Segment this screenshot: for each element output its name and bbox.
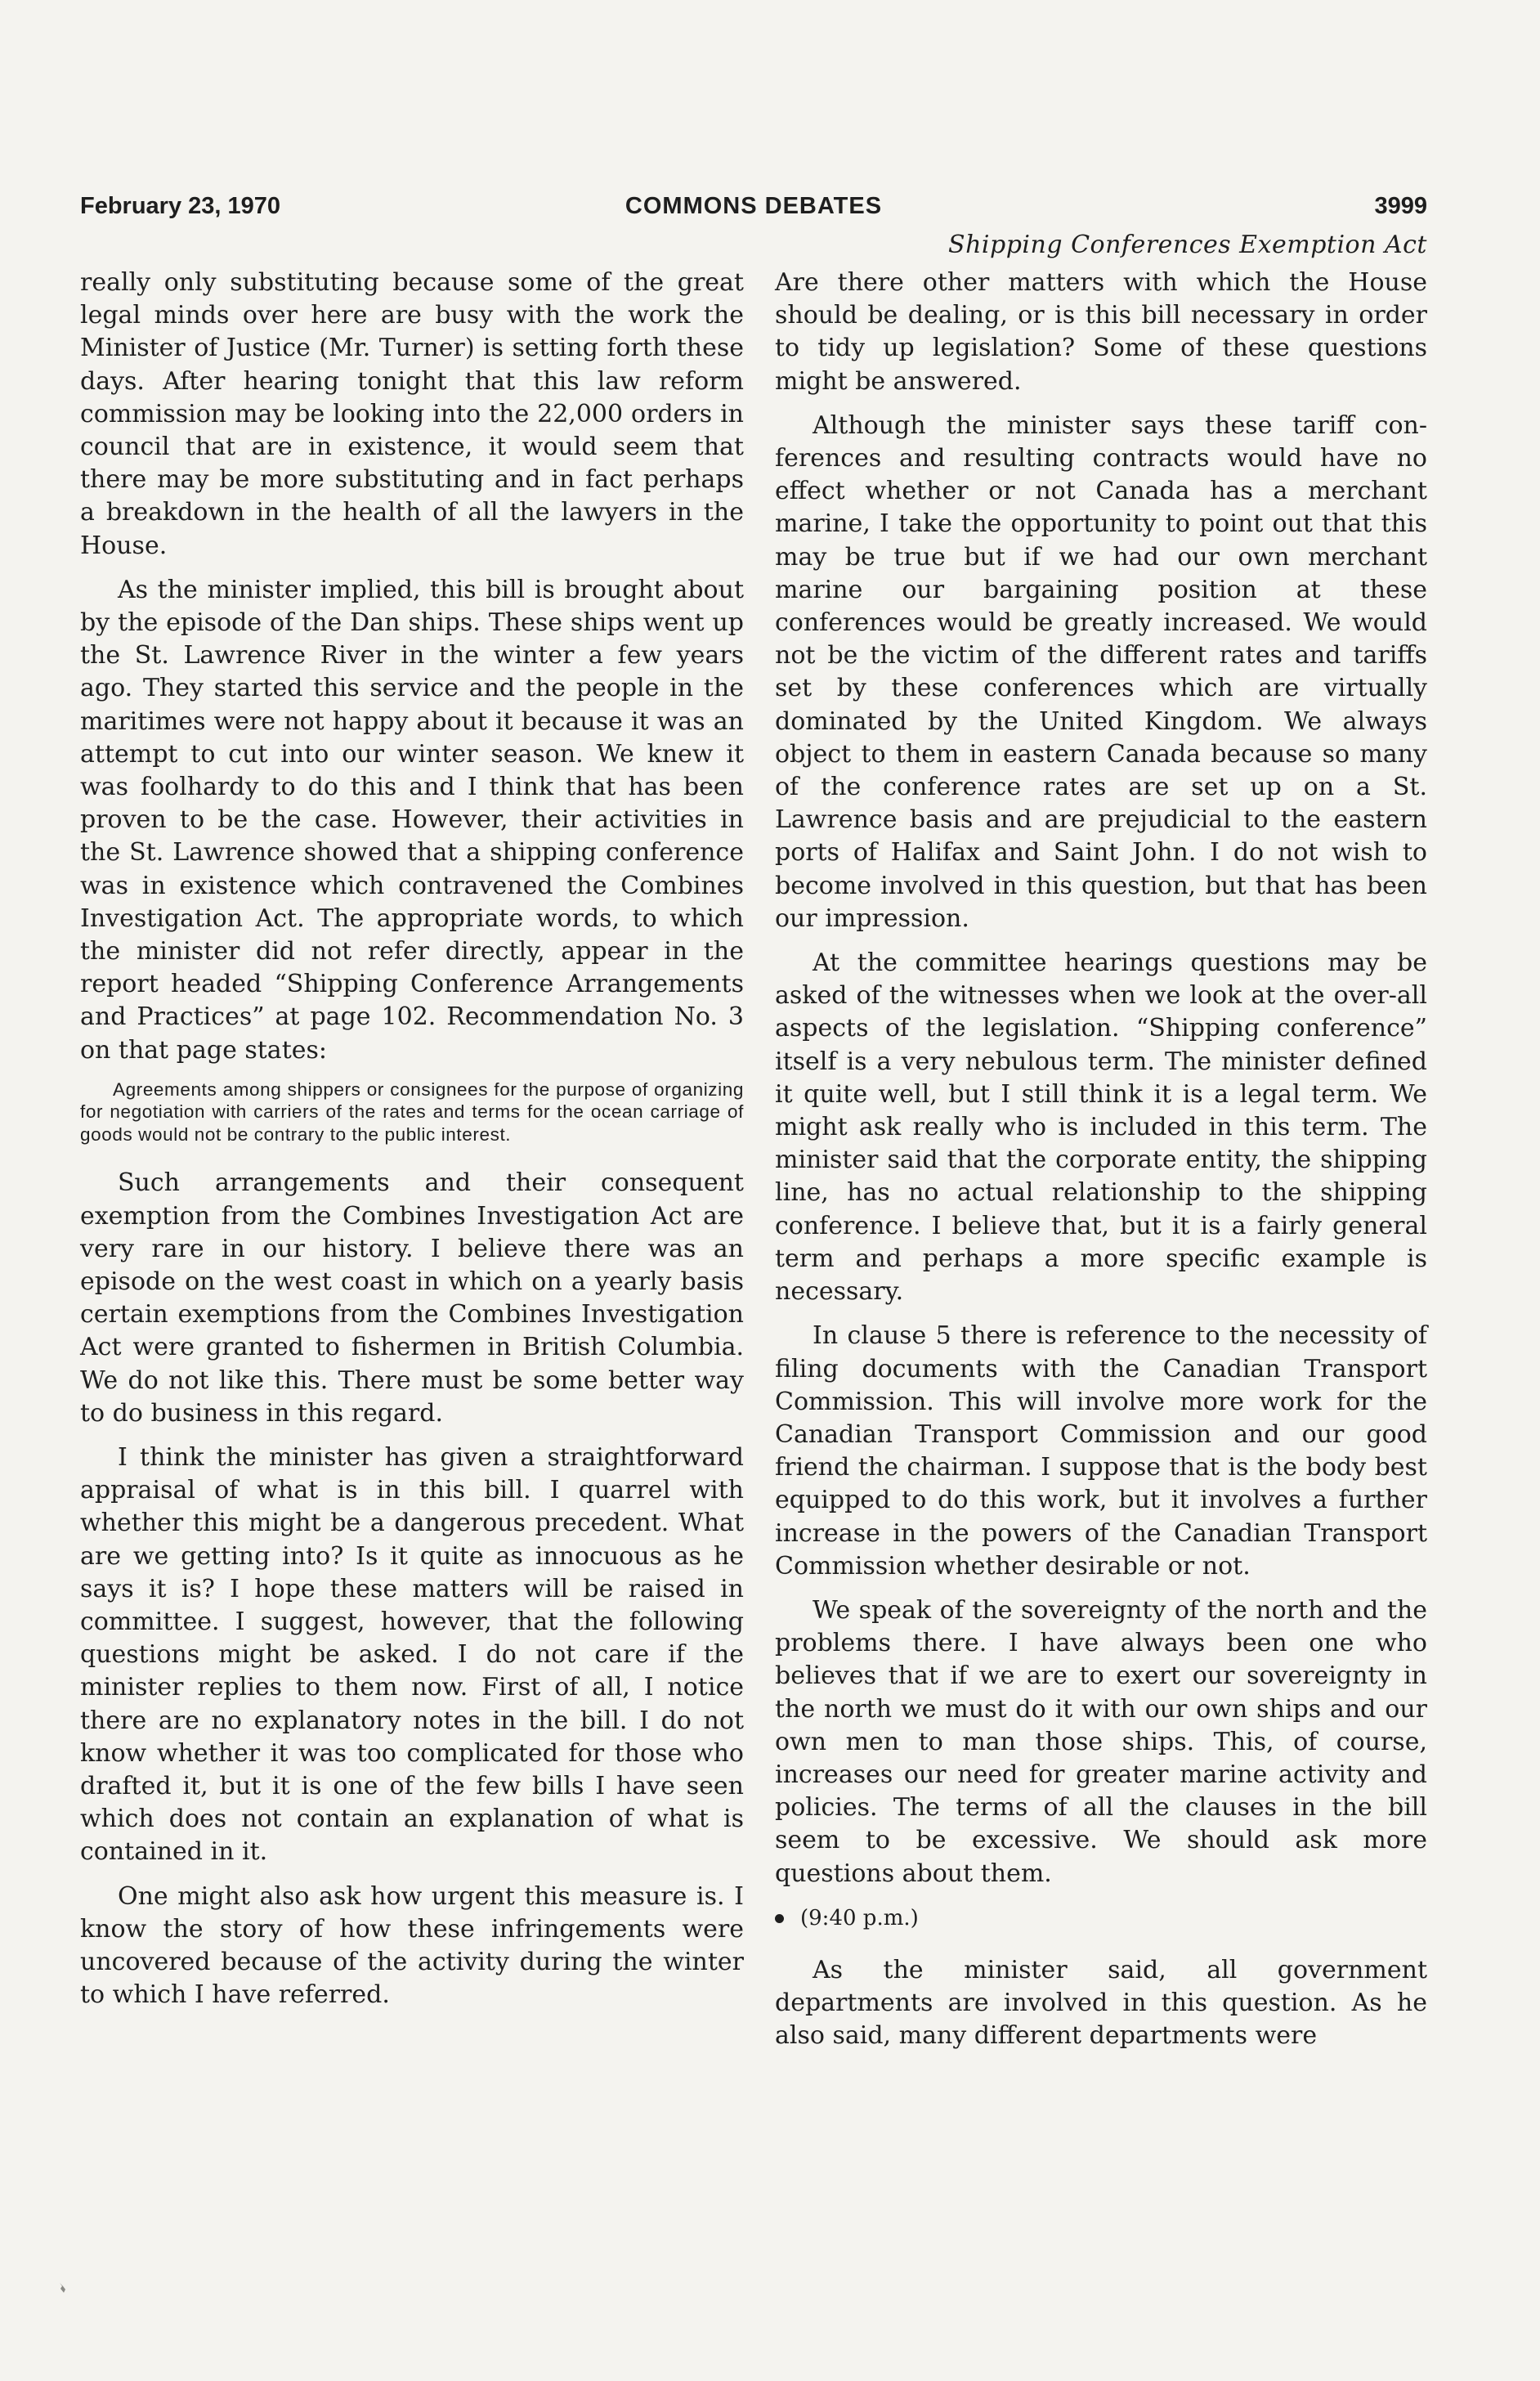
timestamp [775,1902,1427,1935]
bullet-icon [775,1914,784,1923]
paragraph: I think the minister has given a straightforward appraisal of what is in this bill. I quarrel with whether this might be a dangerous precedent. What are we getting into? Is it quite as innocuous as he says it is? I hope these matters will be raised in committee. I suggest, however, that the following questions might be asked. I do not care if the minister replies to them now. First of all, I notice there are no explanatory notes in the bill. I do not know whether it was too complicated for those who drafted it, but it is one of the few bills I have seen which does not contain an explanation of what is contained in it. [80,1443,744,1867]
page-header [80,193,1427,226]
paragraph: really only substituting because some of the great legal minds over here are busy with the work the Minister of Justice (Mr. Turner) is setting forth these days. After hearing tonight that this law reform commission may be looking into the 22,000 orders in council that are in existence, it would seem that there may be more substituting and in fact perhaps a breakdown in the health of all the lawyers in the House. [80,268,744,560]
scan-speck-icon [57,2281,69,2294]
page-number: 3999 [1374,193,1427,219]
paragraph: As the minister said, all government departments are involved in this question. As he also said, many different departments were [775,1955,1427,2051]
running-subtitle: Shipping Conferences Exemption Act [948,231,1427,259]
paragraph: We speak of the sovereignty of the north and the problems there. I have always been one who believes that if we are to exert our sovereignty in the north we must do it with our own ships and our own men to man those ships. This, of course, increases our need for greater marine activity and policies. The terms of all the clauses in the bill seem to be excessive. We should ask more questions about them. [775,1595,1427,1888]
paragraph: Are there other matters with which the House should be dealing, or is this bill necessary in order to tidy up legislation? Some of these questions might be answered. [775,268,1427,396]
timestamp-text: (9:40 p.m.) [800,1905,919,1930]
block-quote: Agreements among shippers or consignees for the purpose of organizing for negotiation with carriers of the rates and terms for the ocean carriage of goods would not be contrary to the public interest. [80,1078,744,1145]
paragraph: In clause 5 there is reference to the necessity of filing documents with the Canadian Transport Commission. This will involve more work for the Canadian Transport Commission and our good friend the chairman. I suppose that is the body best equipped to do this work, but it involves a further increase in the powers of the Canadian Transport Commission whether desirable or not. [775,1321,1427,1581]
right-column [775,267,1427,2065]
left-column [80,267,744,2023]
paragraph: Such arrangements and their consequent exemption from the Combines Investigation Act are very rare in our history. I believe there was an episode on the west coast in which on a yearly basis certain exemptions from the Combines Investigation Act were granted to fishermen in British Columbia. We do not like this. There must be some better way to do business in this regard. [80,1168,744,1428]
paragraph: At the committee hearings questions may be asked of the witnesses when we look at the over-all aspects of the legislation. “Shipping conference” itself is a very nebulous term. The minister defined it quite well, but I still think it is a legal term. We might ask really who is included in this term. The minister said that the corporate entity, the shipping line, has no actual relationship to the shipping conference. I believe that, but it is a fairly general term and perhaps a more specific example is necessary. [775,948,1427,1307]
paragraph: As the minister implied, this bill is brought about by the episode of the Dan ships. These ships went up the St. Lawrence River in the winter a few years ago. They started this service and the people in the maritimes were not happy about it because it was an attempt to cut into our winter season. We knew it was foolhardy to do this and I think that has been proven to be the case. However, their activities in the St. Lawrence showed that a shipping conference was in existence which contravened the Combines Investigation Act. The appropriate words, to which the minister did not refer directly, appear in the report headed “Shipping Conference Arrangements and Practices” at page 102. Recommendation No. 3 on that page states: [80,575,744,1065]
header-publication: COMMONS DEBATES [625,193,883,219]
paragraph: One might also ask how urgent this measure is. I know the story of how these infringements were uncovered because of the activity during the winter to which I have referred. [80,1881,744,2010]
header-date: February 23, 1970 [80,193,281,219]
paragraph: Although the minister says these tariff conferences and resulting contracts would have no effect whether or not Canada has a merchant marine, I take the opportunity to point out that this may be true but if we had our own merchant marine our bargaining position at these conferences would be greatly increased. We would not be the victim of the different rates and tariffs set by these conferences which are virtually dominated by the United Kingdom. We always object to them in eastern Canada because so many of the conference rates are set up on a St. Lawrence basis and are prejudicial to the eastern ports of Halifax and Saint John. I do not wish to become involved in this question, but that has been our impression. [775,410,1427,933]
